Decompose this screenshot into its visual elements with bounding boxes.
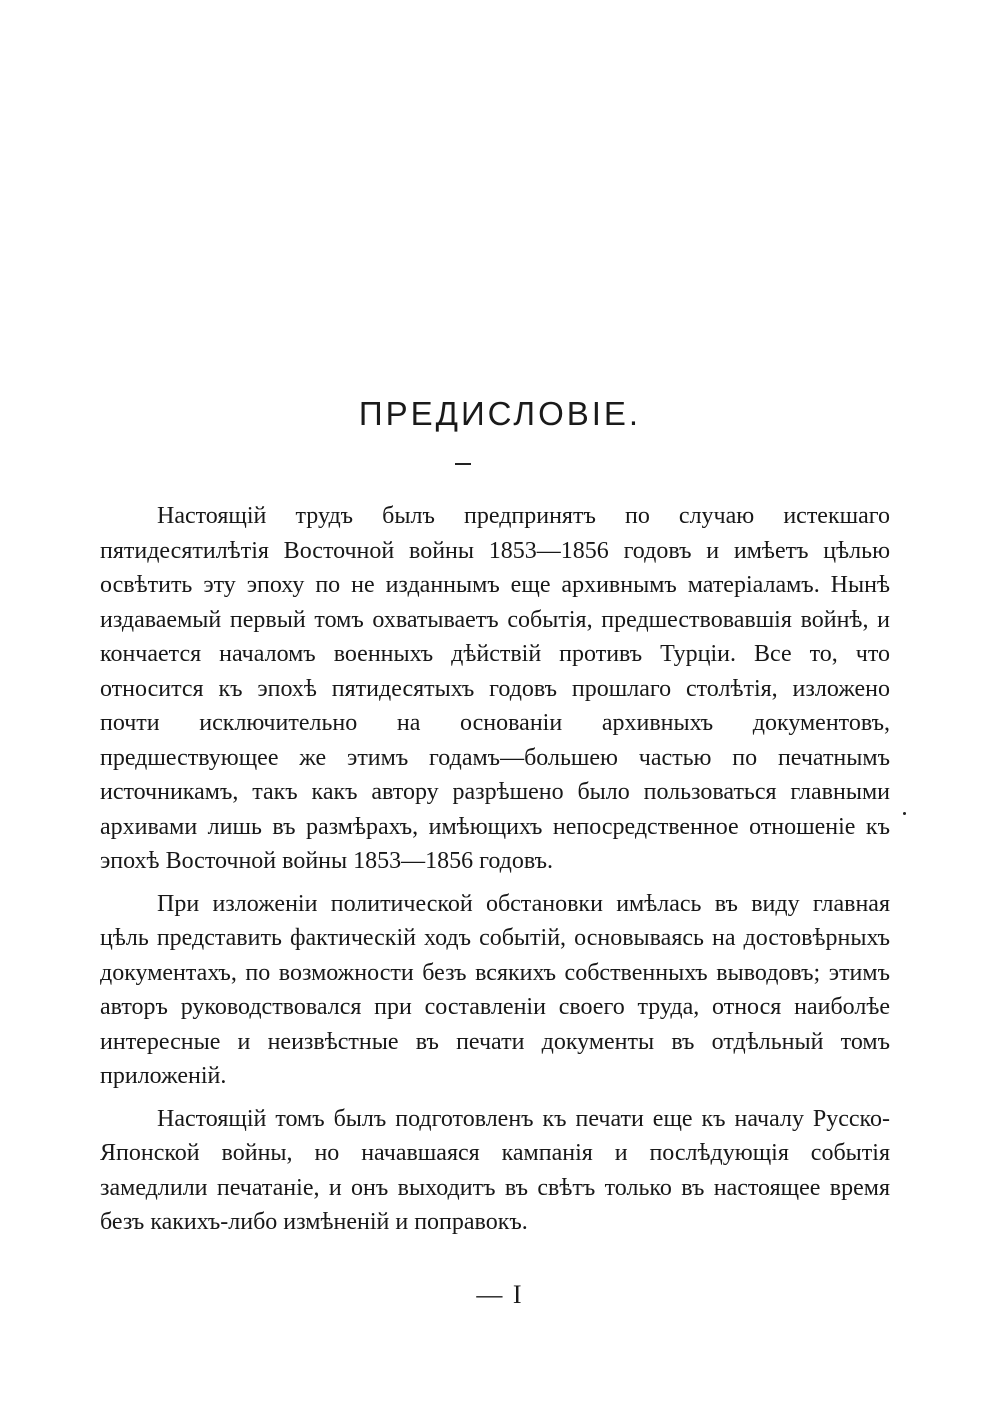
paragraph-3: Настоящій томъ былъ подготовленъ къ печати еще къ началу Русско-Японской войны, но начавшаяся кампанія и послѣдующія событія замедлили печатаніе, и онъ выходитъ въ свѣтъ только въ настоящее время безъ какихъ-либо измѣненій и поправокъ. bbox=[100, 1105, 890, 1235]
title-divider bbox=[455, 463, 471, 465]
paragraph-1: Настоящій трудъ былъ предпринятъ по случаю истекшаго пятидесятилѣтія Восточной войны 1853—1856 годовъ и имѣетъ цѣлью освѣтить эту эпоху по не изданнымъ еще архивнымъ матеріаламъ. Нынѣ издаваемый первый томъ охватываетъ событія, предшествовавшія войнѣ, и кончается началомъ военныхъ дѣйствій противъ Турціи. Все то, что относится къ эпохѣ пятидесятыхъ годовъ прошлаго столѣтія, изложено почти исключительно на основаніи архивныхъ документовъ, предшествующее же этимъ годамъ—большею частью по печатнымъ источникамъ, такъ какъ автору разрѣшено было пользоваться главными архивами лишь въ размѣрахъ, имѣющихъ непосредственное отношеніе къ эпохѣ Восточной войны 1853—1856 годовъ. bbox=[100, 503, 890, 874]
page-title: ПРЕДИСЛОВІЕ. bbox=[358, 395, 642, 432]
page-number: — I bbox=[476, 1280, 524, 1309]
preface-body bbox=[100, 499, 890, 1248]
paragraph-2: При изложеніи политической обстановки имѣлась въ виду главная цѣль представить фактическій ходъ событій, основываясь на достовѣрныхъ документахъ, по возможности безъ всякихъ собственныхъ выводовъ; этимъ авторъ руководствовался при составленіи своего труда, относя наиболѣе интересные и неизвѣстные въ печати документы въ отдѣльный томъ приложеній. bbox=[100, 890, 890, 1089]
print-speck bbox=[903, 812, 906, 815]
